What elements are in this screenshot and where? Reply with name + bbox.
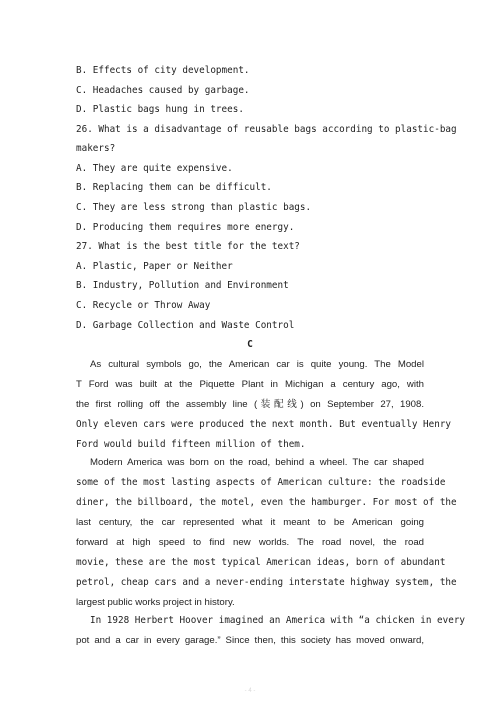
passage-line: the first rolling off the assembly line (装配线) on September 27, 1908. (76, 399, 424, 410)
passage-line: last century, the car represented what it meant to be American going (76, 517, 424, 528)
passage-line: T Ford was built at the Piquette Plant in Michigan a century ago, with (76, 379, 424, 390)
q25-option-d: D. Plastic bags hung in trees. (76, 104, 244, 115)
passage-line: Only eleven cars were produced the next month. But eventually Henry (76, 419, 452, 430)
q25-option-b: B. Effects of city development. (76, 65, 250, 76)
q27-option-c: C. Recycle or Throw Away (76, 300, 211, 311)
passage-line: petrol, cheap cars and a never-ending interstate highway system, the (76, 577, 457, 588)
passage-paragraph-2 (76, 453, 457, 613)
passage-line: In 1928 Herbert Hoover imagined an America with “a chicken in every (90, 615, 466, 626)
q26-question-line2: makers? (76, 143, 116, 154)
passage-paragraph-3 (76, 611, 466, 651)
page-number: - 4 - (244, 688, 256, 694)
passage-line: Ford would build fifteen million of them. (76, 439, 306, 450)
passage-line: Modern America was born on the road, behind a wheel. The car shaped (90, 457, 424, 468)
passage-line: some of the most lasting aspects of American culture: the roadside (76, 477, 446, 488)
q25-option-c: C. Headaches caused by garbage. (76, 85, 250, 96)
passage-paragraph-1 (76, 355, 452, 455)
q27-question: 27. What is the best title for the text? (76, 241, 300, 252)
q27-option-a: A. Plastic, Paper or Neither (76, 261, 233, 272)
passage-line: largest public works project in history. (76, 597, 235, 608)
q26-option-a: A. They are quite expensive. (76, 163, 233, 174)
q26-option-b: B. Replacing them can be difficult. (76, 182, 272, 193)
passage-line: forward at high speed to find new worlds. The road novel, the road (76, 537, 424, 548)
q27-option-b: B. Industry, Pollution and Environment (76, 280, 289, 291)
passage-line: diner, the billboard, the motel, even the hamburger. For most of the (76, 497, 457, 508)
q26-question-line1: 26. What is a disadvantage of reusable bags according to plastic-bag (76, 124, 457, 135)
q26-option-c: C. They are less strong than plastic bags. (76, 202, 312, 213)
q27-option-d: D. Garbage Collection and Waste Control (76, 320, 295, 331)
passage-line: As cultural symbols go, the American car is quite young. The Model (90, 359, 424, 370)
passage-line: movie, these are the most typical American ideas, born of abundant (76, 557, 446, 568)
passage-line: pot and a car in every garage.” Since then, this society has moved onward, (76, 635, 424, 646)
q26-option-d: D. Producing them requires more energy. (76, 222, 295, 233)
section-heading: C (247, 339, 253, 350)
